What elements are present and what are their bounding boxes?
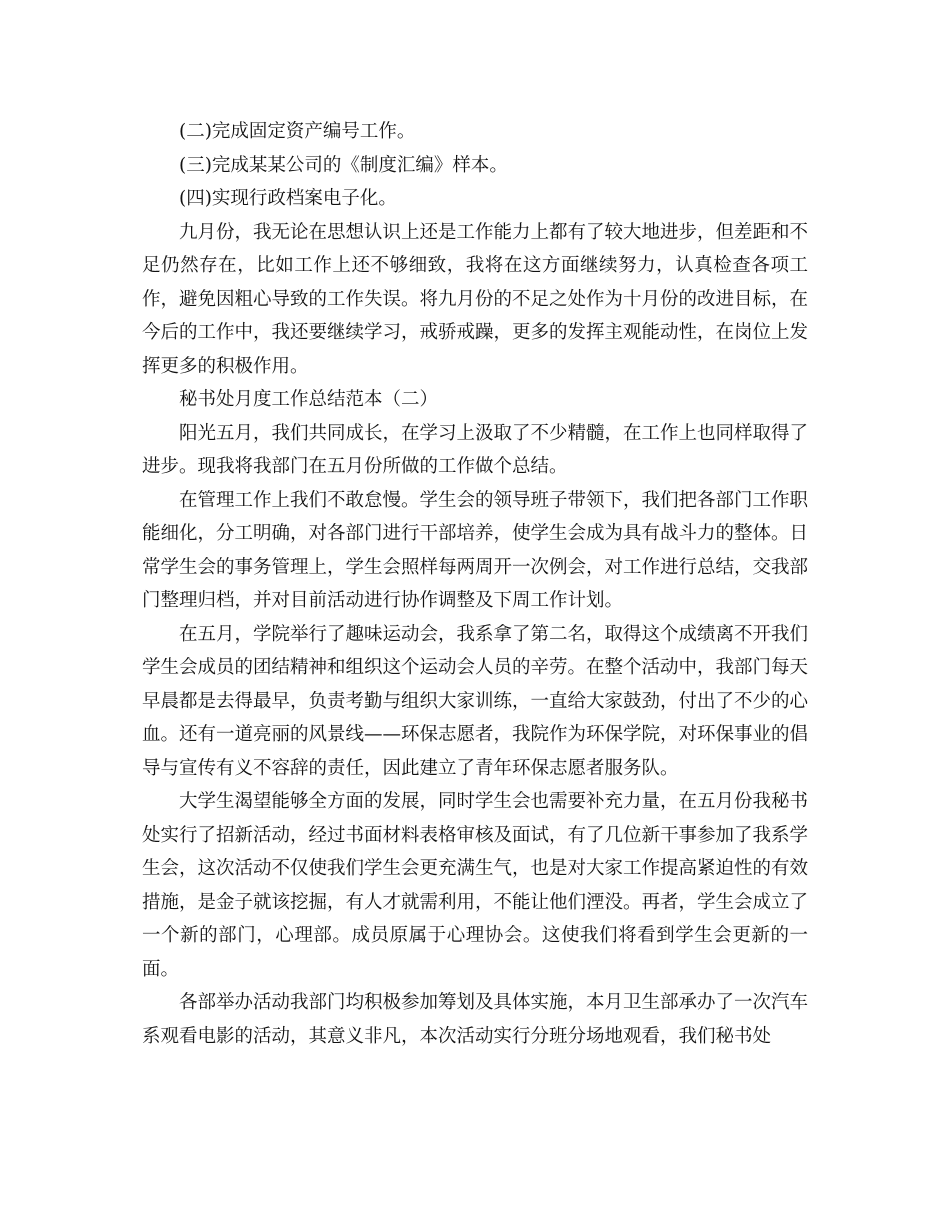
list-item: (二)完成固定资产编号工作。 [179, 121, 416, 142]
paragraph: 在管理工作上我们不敢怠慢。学生会的领导班子带领下，我们把各部门工作职能细化，分工明确，对各部门进行干部培养，使学生会成为具有战斗力的整体。日常学生会的事务管理上，学生会照样每两周开一次例会，对工作进行总结，交我部门整理归档，并对目前活动进行协作调整及下周工作计划。 [142, 489, 809, 611]
list-item: (三)完成某某公司的《制度汇编》样本。 [179, 154, 508, 176]
list-item: (四)实现行政档案电子化。 [179, 188, 397, 209]
document-body [142, 115, 808, 1053]
paragraph: 九月份，我无论在思想认识上还是工作能力上都有了较大地进步，但差距和不足仍然存在，比如工作上还不够细致，我将在这方面继续努力，认真检查各项工作，避免因粗心导致的工作失误。将九月份的不足之处作为十月份的改进目标，在今后的工作中，我还要继续学习，戒骄戒躁，更多的发挥主观能动性，在岗位上发挥更多的积极作用。 [142, 221, 809, 377]
section-heading: 秘书处月度工作总结范本（二） [179, 389, 439, 410]
paragraph: 在五月，学院举行了趣味运动会，我系拿了第二名，取得这个成绩离不开我们学生会成员的团结精神和组织这个运动会人员的辛劳。在整个活动中，我部门每天早晨都是去得最早，负责考勤与组织大家训练，一直给大家鼓劲，付出了不少的心血。还有一道亮丽的风景线——环保志愿者，我院作为环保学院，对环保事业的倡导与宣传有义不容辞的责任，因此建立了青年环保志愿者服务队。 [142, 623, 809, 779]
paragraph: 大学生渴望能够全方面的发展，同时学生会也需要补充力量，在五月份我秘书处实行了招新活动，经过书面材料表格审核及面试，有了几位新干事参加了我系学生会，这次活动不仅使我们学生会更充满生气，也是对大家工作提高紧迫性的有效措施，是金子就该挖掘，有人才就需利用，不能让他们湮没。再者，学生会成立了一个新的部门，心理部。成员原属于心理协会。这使我们将看到学生会更新的一面。 [142, 791, 809, 980]
paragraph: 阳光五月，我们共同成长，在学习上汲取了不少精髓，在工作上也同样取得了进步。现我将我部门在五月份所做的工作做个总结。 [142, 422, 809, 477]
paragraph: 各部举办活动我部门均积极参加筹划及具体实施，本月卫生部承办了一次汽车系观看电影的活动，其意义非凡，本次活动实行分班分场地观看，我们秘书处 [142, 992, 809, 1047]
